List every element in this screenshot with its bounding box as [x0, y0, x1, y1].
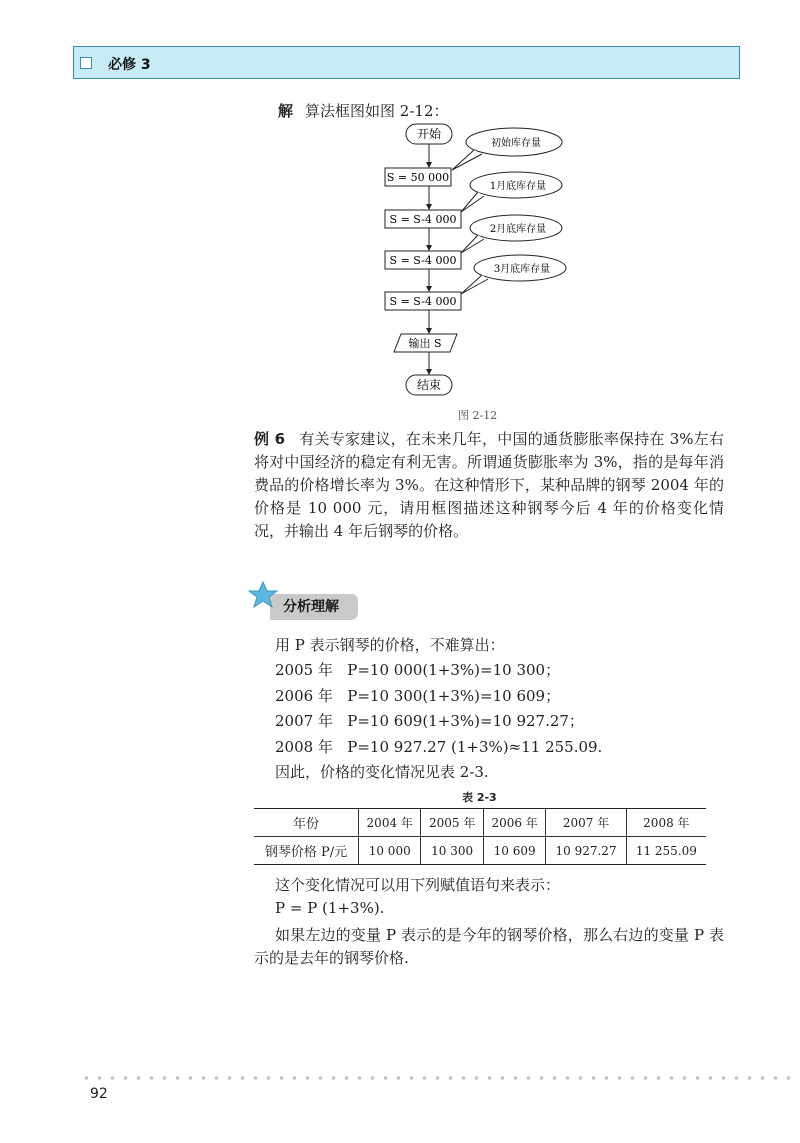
example-label: 例 6: [254, 430, 286, 448]
flow-init-text: S = 50 000: [386, 171, 450, 184]
table-cell: 10 300: [421, 837, 483, 865]
example-text: 有关专家建议，在未来几年，中国的通货膨胀率保持在 3%左右将对中国经济的稳定有利无害。所谓通货膨胀率为 3%，指的是每年消费品的价格增长率为 3%。在这种情形下，某种品牌的钢琴 2004 年的价格是 10 000 元，请用框图描述这种钢琴今后 4 年的价格变化情况，并输出 4 年后钢琴的价格。: [254, 430, 724, 540]
note-text: 初始库存量: [491, 138, 541, 149]
flow-arrowhead: [426, 204, 432, 210]
table-cell: 年份: [254, 809, 359, 837]
note-pointer: [452, 150, 482, 170]
flow-arrowhead: [426, 369, 432, 375]
table-cell: 2006 年: [483, 809, 545, 837]
example-paragraph: [254, 428, 724, 543]
calc-year: 2007 年: [275, 712, 333, 730]
solution-label: 解: [278, 102, 294, 120]
calc-line-2005: [275, 659, 560, 680]
table-cell: 2004 年: [359, 809, 421, 837]
flow-output-text: 输出 S: [408, 337, 442, 350]
flow-step-text: S = S-4 000: [389, 295, 457, 308]
assignment-intro: 这个变化情况可以用下列赋值语句来表示：: [275, 876, 561, 894]
page-number: 92: [90, 1086, 108, 1102]
flowchart-figure: [370, 118, 590, 403]
note-pointer: [461, 192, 484, 212]
section-title: 必修 3: [108, 57, 151, 73]
calc-formula: P=10 927.27 (1+3%)≈11 255.09.: [347, 738, 603, 756]
table-cell: 2005 年: [421, 809, 483, 837]
flow-arrowhead: [426, 286, 432, 292]
section-header: [73, 46, 740, 79]
table-cell: 2007 年: [546, 809, 626, 837]
flow-arrowhead: [426, 162, 432, 168]
figure-caption: 图 2-12: [458, 409, 498, 422]
table-cell: 10 609: [483, 837, 545, 865]
note-text: 2月底库存量: [489, 224, 547, 235]
calc-line-2008: [275, 736, 602, 757]
calc-year: 2008 年: [275, 738, 333, 756]
table-row: [254, 837, 706, 865]
table-cell: 10 000: [359, 837, 421, 865]
flow-step-text: S = S-4 000: [389, 213, 457, 226]
assignment-formula: P = P (1+3%).: [275, 899, 385, 917]
calc-year: 2005 年: [275, 661, 333, 679]
variable-explanation: 如果左边的变量 P 表示的是今年的钢琴价格，那么右边的变量 P 表示的是去年的钢琴价格.: [254, 926, 724, 967]
flow-arrowhead: [426, 245, 432, 251]
calc-formula: P=10 609(1+3%)=10 927.27；: [347, 712, 584, 730]
flow-arrowhead: [426, 328, 432, 334]
footer-dotted-rule: [80, 1075, 800, 1081]
note-pointer: [461, 235, 484, 253]
calc-formula: P=10 000(1+3%)=10 300；: [347, 661, 561, 679]
calc-formula: P=10 300(1+3%)=10 609；: [347, 687, 561, 705]
flow-end-text: 结束: [416, 378, 442, 392]
analysis-intro: 用 P 表示钢琴的价格，不难算出：: [275, 636, 505, 654]
flow-start-text: 开始: [416, 127, 442, 141]
note-pointer: [461, 275, 488, 294]
analysis-badge-label: 分析理解: [283, 599, 339, 615]
note-text: 3月底库存量: [493, 264, 551, 275]
note-text: 1月底库存量: [489, 181, 547, 192]
table-cell: 11 255.09: [626, 837, 706, 865]
solution-text: 算法框图如图 2-12：: [305, 102, 449, 120]
table-header-row: [254, 809, 706, 837]
table-cell: 钢琴价格 P/元: [254, 837, 359, 865]
table-caption: 表 2-3: [462, 791, 497, 804]
table-cell: 10 927.27: [546, 837, 626, 865]
header-square-icon: [80, 57, 92, 69]
analysis-conclusion: 因此，价格的变化情况见表 2-3.: [275, 763, 489, 781]
calc-line-2006: [275, 685, 560, 706]
price-table: [254, 808, 706, 865]
calc-year: 2006 年: [275, 687, 333, 705]
flow-step-text: S = S-4 000: [389, 254, 457, 267]
calc-line-2007: [275, 710, 584, 731]
table-cell: 2008 年: [626, 809, 706, 837]
